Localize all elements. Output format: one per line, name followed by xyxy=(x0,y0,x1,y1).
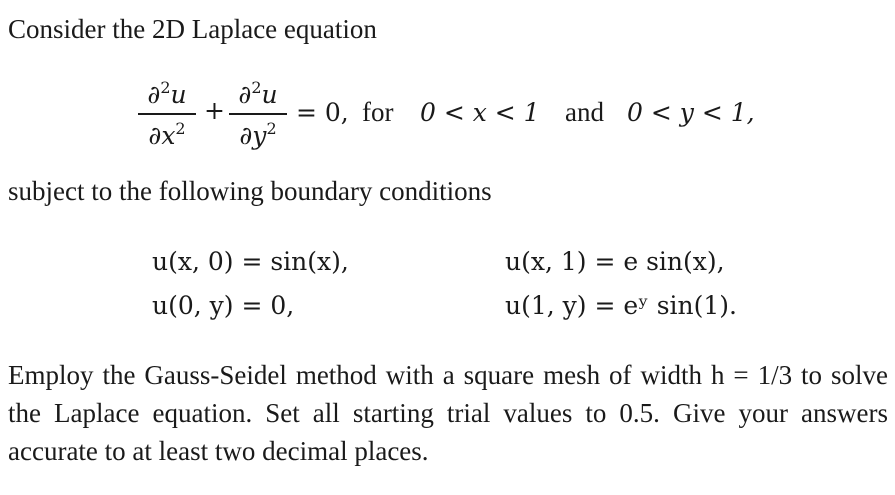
plus-sign: + xyxy=(204,96,225,125)
bc-bottom: u(x, 0) = sin(x), xyxy=(152,247,349,276)
d2u-dx2-fraction xyxy=(138,80,196,148)
fraction-numerator: ∂$^2$u xyxy=(238,78,278,109)
fraction-denominator: $\partial x^2$ xyxy=(148,119,186,150)
fraction-numerator: ∂$^2$u xyxy=(147,78,187,109)
intro-text: Consider the 2D Laplace equation xyxy=(8,14,377,44)
for-word: for xyxy=(362,97,394,127)
bc-right: u(1, y) = eʸ sin(1). xyxy=(505,291,737,320)
instructions-paragraph: Employ the Gauss-Seidel method with a square mesh of width h = 1/3 to solve the Laplace equation. Set all starting trial values to 0.5. Give your answers accurate to at least two decimal places. xyxy=(8,360,888,466)
bc-left: u(0, y) = 0, xyxy=(152,291,295,320)
x-range: 0 < x < 1 xyxy=(420,98,540,127)
fraction-bar xyxy=(138,113,196,115)
fraction-denominator: $\partial y^2$ xyxy=(239,119,277,150)
d2u-dy2-fraction xyxy=(229,80,287,148)
y-range: 0 < y < 1, xyxy=(627,98,755,127)
equals-zero: = 0, xyxy=(296,98,349,127)
and-word: and xyxy=(565,97,604,127)
bc-top: u(x, 1) = e sin(x), xyxy=(505,247,725,276)
subject-text: subject to the following boundary conditions xyxy=(8,176,492,206)
fraction-bar xyxy=(229,113,287,115)
